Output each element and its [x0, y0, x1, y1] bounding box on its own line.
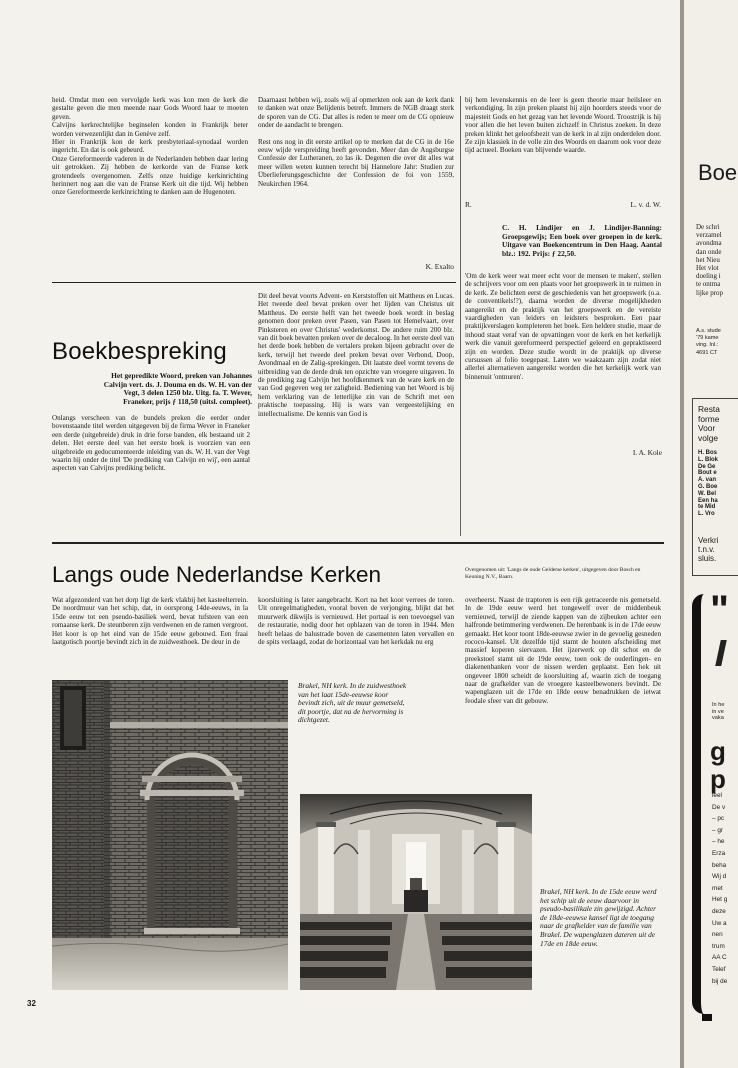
book-review-column-2 — [258, 292, 454, 536]
church-interior-image — [300, 794, 532, 990]
article-heading: Langs oude Nederlandse Kerken — [52, 562, 381, 587]
book-review-intro — [52, 414, 250, 536]
next-page-edge — [684, 0, 738, 1068]
next-page-line: Uw a — [712, 919, 727, 927]
paragraph: Daarnaast hebben wij, zoals wij al opmerkten ook aan de kerk dank te danken wat onze Belijdenis betreft. Immers de NGB draagt sterk de sporen van de CG. Dat alles is reden te meer om de CG opnieuw onder de aandacht te brengen. — [258, 96, 454, 130]
reviewer-initial: R. — [465, 200, 472, 209]
next-page-line: 4691 CT — [696, 349, 718, 356]
next-page-line: Voor — [698, 423, 716, 433]
next-page-line: '79 kame — [696, 335, 719, 342]
next-page-line: A.s. stude — [696, 328, 721, 334]
paragraph: 'Om de kerk weer wat meer echt voor de mensen te maken', stellen de schrijvers voor om een plaats voor het groepswerk in te ruimen in de kerk. Ze belichten eerst de geschiedenis van het groepswerk (o.a. de conventikels!?), daarna worden de diverse mogelijkheden aangereikt en de praktijk van het groepswerk en de vereiste vaardigheden van leiders en leidsters besproken. Een paar praktijkverslagen kompleteren het boek. Een heldere studie, maar de inhoud staat veraf van de opvattingen voor de kerk en het kerkelijk werk die vanuit gereformeerd perspectief geleerd en gepraktiseerd zijn en worden. Deze studie wordt in de praktijk op diverse cursussen al folio toegepast. Laten we waakzaam zijn zodat niet allerlei alternatieven aangereikt worden die het kerkelijk werk van binnenuit 'ontnuren'. — [465, 272, 661, 381]
ad-quote-mark: " — [710, 588, 729, 632]
next-page-line: AA C — [712, 954, 727, 962]
next-page-line: Resta — [698, 404, 720, 414]
next-page-line: verzamel — [696, 231, 722, 240]
author-signature: K. Exalto — [425, 262, 454, 271]
next-page-line: leel — [712, 792, 722, 799]
next-page-line: lijke prop — [696, 288, 724, 297]
next-page-line: L. Blok — [698, 456, 719, 463]
next-page-line: g — [710, 736, 726, 766]
next-page-line: Het g — [712, 896, 728, 904]
next-page-line: in ve — [712, 708, 724, 715]
next-page-line: nen — [712, 931, 723, 939]
next-page-line: ving. Inl.: — [696, 342, 719, 349]
next-page-line: trum — [712, 942, 725, 950]
article-column-2 — [258, 596, 454, 678]
next-page-line: – he — [712, 838, 725, 846]
paragraph: koorsluiting is later aangebracht. Kort na het koor verrees de toren. Uit onregelmatigheden, vooral boven de verjonging, blijkt dat het muurwerk dikwijls is vernieuwd. Het portaal is een toevoegsel van de restauratie, nodig door het opblazen van de toren in 1944. Men heeft helaas de balustrade boven de casementen laten vervallen en de spits verlaagd, zodat de horizontaal van het kerkdak nu erg — [258, 596, 454, 647]
book-title: Het gepredikte Woord, preken van Johannes Calvijn vert. ds. J. Douma en ds. W. H. van der Vegt, 3 delen 1250 blz. Uitg. fa. T. Wever, Franeker, prijs ƒ 118,50 (uitsl. compleet). — [103, 371, 252, 406]
article-column-3 — [465, 596, 661, 780]
review-body — [465, 272, 661, 436]
next-page-line: volge — [698, 432, 719, 443]
next-page-line: met — [712, 884, 723, 892]
section-divider — [52, 542, 664, 544]
paragraph: Calvijns kerkrechtelijke beginselen konden in Frankrijk beter worden verwezenlijkt dan in Genève zelf. — [52, 121, 248, 138]
next-page-line: p — [710, 764, 726, 794]
next-page-line: doeling i — [696, 272, 721, 281]
ad-bracket — [692, 594, 711, 1014]
next-page-line: forme — [698, 413, 720, 424]
next-page-line: bij de — [712, 977, 728, 985]
paragraph: Onlangs verscheen van de bundels preken die eerder onder bovenstaande titel werden uitgegeven bij de firma Wever in Franeker een derde (uitgebreide) druk in drie forse banden, elk bestaand uit 2 delen. Het eerste deel van het eerste boek is voorzien van een uitgebreide en gedocumenteerde inleiding van ds. W. H. van der Vegt waarin hij onder de titel 'De prediking van Calvijn en wij', een aantal aspecten van Calvijns prediking belicht. — [52, 414, 250, 473]
photo-caption: Brakel, NH kerk. In de zuidwesthoek van het laat 15de-eeuwse koor bevindt zich, uit de muur gemetseld, dit poortje, dat na de hervorming is dichtgezet. — [298, 681, 407, 725]
church-interior-photo — [300, 794, 532, 990]
next-page-heading: Boe — [698, 160, 738, 185]
article-column-1 — [52, 96, 248, 274]
paragraph: Onze Gereformeerde vaderen in de Nederlanden hebben daar lering uit getrokken. Zij hebben de kerkorde van de Franse kerk grotendeels overgenomen. Zelfs onze huidige kerkinrichting herinnert nog aan die van de Franse Kerk uit die tijd. Wij hebben onze Gereformeerde kerkinrichting te danken aan de Hugenoten. — [52, 154, 248, 197]
next-page-line: Een ha — [698, 497, 718, 504]
article-column-1 — [52, 596, 248, 678]
column-divider — [460, 96, 461, 536]
next-page-line: te Mid — [698, 504, 716, 511]
paragraph: bij hem levenskennis en de leer is geen theorie maar heilsleer en verkondiging. In zijn preken plaatst hij zijn hoorders steeds voor de majesteit Gods en het gezag van het levende Woord. Troostrijk is hij voor allen die het leven buiten zichzelf in Christus zoeken. In deze preken klinkt het geloofsbezit van de kerk in al zijn onderdelen door. Ze zijn klassiek in de volle zin des Woords en daarom ook voor deze tijd actueel. Boeken van blijvende waarde. — [465, 96, 661, 155]
section-divider — [52, 282, 456, 283]
next-page-line: Wij d — [712, 873, 727, 881]
review-title: C. H. Lindijer en J. Lindijer-Banning: Groepsgewijs; Een boek over groepen in de kerk. Uitgave van Boekencentrum in Den Haag. Aantal blz.: 192. Prijs: ƒ 22,50. — [502, 223, 662, 258]
next-page-line: De v — [712, 803, 726, 811]
paragraph: Rest ons nog in dit eerste artikel op te merken dat de CG in de 16e eeuw wijde verspreiding heeft gevonden. Meer dan de Augsburgse Confessie der Lutheranen, zo las ik. Degenen die over dit alles wat meer willen weten kunnen terecht bij Hannelore Jahr: Studien zur Überlieferungsgeschichte der Confession de foi von 1559, Neukirchen 1964. — [258, 137, 454, 188]
section-heading: Boekbespreking — [52, 338, 227, 365]
next-page-line: vaka — [712, 715, 724, 722]
photo-caption: Brakel, NH kerk. In de 15de eeuw werd het schip uit de eeuw daarvoor in pseudo-basilikale zin gewijzigd. Achter de 18de-eeuwse kansel ligt de toegang naar de grafkelder van de familie van Brakel. De wapenglazen dateren uit de 17de en 18de eeuw. — [540, 887, 657, 948]
article-column-2 — [258, 96, 454, 272]
source-note: Overgenomen uit: 'Langs de oude Gelderse kerken', uitgegeven door Bosch en Keuning N.V., Baarn. — [465, 567, 641, 580]
next-page-line: deze — [712, 908, 726, 915]
paragraph: overheerst. Naast de traptoren is een rijk getraceerde nis gemetseld. In de 19de eeuw werd het tongewelf over de middenbeuk vernieuwd, terwijl de ziende kappen van de zijbeuken achter een halfronde betimmering verdwenen. De herenbank is in de 17de eeuw gemaakt. Het koor toont 18de-eeuwse zwier in de gevoelig gesneden rococo-kansel. Uit dezelfde tijd stamt de houten afscheiding met massief koperen siervazen. Het ijzerwerk op dit schot en de preekstoel stamt uit de 19de eeuw, toen ook de ouderlingen- en diakenenbanken voor de nissen werden geplaatst. Een hek uit ongeveer 1800 scheidt de koorsluiting af, waarin zich de toegang naar de grafkelder van de vroegere kasteelbewoners bevindt. De wapenglazen uit de 17de en 18de eeuw benadrukken de ietwat feodale sfeer van dit gebouw. — [465, 596, 661, 705]
next-page-line: A. van — [698, 477, 717, 484]
page-number: 32 — [27, 999, 36, 1008]
next-page-line: L. Vro — [698, 511, 715, 518]
next-page-line: H. Bos — [698, 450, 718, 456]
next-page-line: Verkri — [698, 536, 719, 545]
next-page-line: t.n.v. — [698, 545, 715, 554]
paragraph: Wat afgezonderd van het dorp ligt de kerk vlakbij het kasteelterrein. De noordmuur van het schip, dat, in oorsprong 14de-eeuws, in la 15de eeuw tot een pseudo-basiliek werd, bevat tufsteen van een romaanse kerk. De steunberen zijn verdwenen en de ramen vergroot. Het koor is op het eind van de 15de eeuw gebouwd. Een fraai laatgotisch poortje bevindt zich in de zuidwesthoek. De deur in de — [52, 596, 248, 647]
review-column-3 — [465, 96, 661, 204]
next-page-line: De schri — [696, 223, 720, 231]
reviewer-signature: L. v. d. W. — [630, 200, 661, 209]
bricked-doorway-image — [52, 680, 288, 990]
next-page-line: W. Bel — [698, 490, 717, 497]
next-page-line: avondma — [696, 239, 722, 248]
church-wall-photo — [52, 680, 288, 990]
next-page-line: Telef — [712, 966, 726, 973]
next-page-line: beha — [712, 861, 727, 869]
next-page-line: G. Boe — [698, 484, 718, 490]
next-page-line: dan onde — [696, 247, 722, 256]
next-page-line: te ontma — [696, 280, 721, 289]
next-page-line: – pc — [712, 815, 725, 823]
ad-letter-l — [715, 640, 727, 666]
next-page-line: Het vlot — [696, 264, 719, 272]
next-page-line: sluis. — [698, 554, 717, 563]
paragraph: Hier in Frankrijk kon de kerk presbyteriaal-synodaal worden ingericht. En dat is ook gebeurd. — [52, 138, 248, 155]
paragraph: Dit deel bevat voorts Advent- en Kerststoffen uit Mattheus en Lucas. Het tweede deel bevat preken over het lijden van Christus uit Mattheus. De eerste helft van het tweede boek wordt in beslag genomen door preken over Pasen, van Pasen tot Hemelvaart, over Pinksteren en over Christus' wederkomst. De andere ruim 200 blz. van dit boek bevatten preken over de decaloog. In het eerste deel van het derde boek hebben de vertalers preken bijeen gebracht over de kerk, terwijl het tweede deel preken bevat over Verbond, Doop, Avondmaal en de Zalig-sprekingen. Dit laatste deel vormt tevens de uitbreiding van de derde druk ten opzichte van vroegere uitgaven. In de prediking zag Calvijn het hoofdkenmerk van de ware kerk en de van God gegeven weg ter zaligheid. Bediening van het Woord is bij hem verklaring van de letterlijke zin van de Schrift met een praktische toepassing. Hij is wars van vergeestelijking en intellectualisme. De kennis van God is — [258, 292, 454, 418]
paragraph: heid. Omdat men een vervolgde kerk was kon men de kerk die gestalte geven die men meende naar Gods Woord haar te moeten geven. — [52, 96, 248, 121]
next-page-line: Bout e — [698, 470, 717, 477]
reviewer-signature: I. A. Kole — [632, 448, 662, 457]
next-page-line: De Ge — [698, 463, 716, 470]
ad-bracket-end — [702, 1000, 712, 1021]
next-page-line: In he — [712, 702, 725, 708]
next-page-line: – gr — [712, 826, 724, 834]
next-page-line: Erza — [712, 850, 726, 857]
next-page-line: het Nieu — [696, 255, 720, 264]
